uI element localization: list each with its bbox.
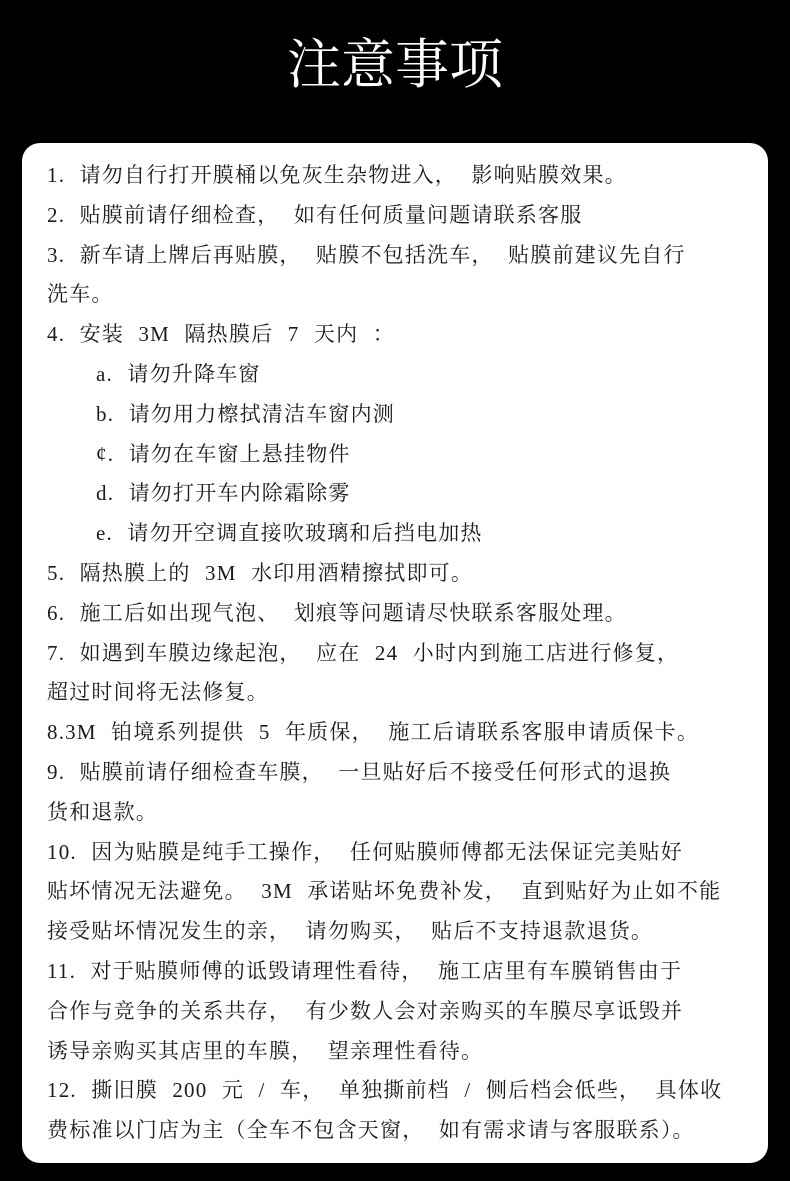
notice-line: 11. 对于贴膜师傅的诋毁请理性看待， 施工店里有车膜销售由于 (47, 958, 683, 983)
notice-item-3 (47, 236, 758, 316)
notice-line: 7. 如遇到车膜边缘起泡， 应在 24 小时内到施工店进行修复， (47, 640, 680, 665)
notice-subitem-d: d. 请勿打开车内除霜除雾 (96, 481, 351, 506)
notice-line: 费标准以门店为主（全车不包含天窗， 如有需求请与客服联系）。 (47, 1118, 695, 1143)
notice-item-12 (47, 1071, 758, 1151)
notice-line: 4. 安装 3M 隔热膜后 7 天内 ： (47, 322, 395, 347)
notice-subitem-c: ¢. 请勿在车窗上悬挂物件 (96, 441, 351, 466)
notice-line: 1. 请勿自行打开膜桶以免灰生杂物进入， 影响贴膜效果。 (47, 163, 627, 187)
notice-line: 诱导亲购买其店里的车膜， 望亲理性看待。 (47, 1038, 484, 1063)
notice-line: 洗车。 (47, 282, 114, 307)
notice-line: 9. 贴膜前请仔细检查车膜， 一旦贴好后不接受任何形式的退换 (47, 759, 672, 784)
notice-sublist (47, 355, 758, 554)
notice-subitem-b: b. 请勿用力檫拭清洁车窗内测 (96, 401, 395, 426)
notice-line: 接受贴坏情况发生的亲， 请勿购买， 贴后不支持退款退货。 (47, 919, 654, 944)
notice-line: 10. 因为贴膜是纯手工操作， 任何贴膜师傅都无法保证完美贴好 (47, 839, 683, 864)
notice-subitem-a: a. 请勿升降车窗 (96, 361, 261, 386)
notice-line: 12. 撕旧膜 200 元 / 车， 单独撕前档 / 侧后档会低些， 具体收 (47, 1078, 723, 1103)
notice-line: 3. 新车请上牌后再贴膜， 贴膜不包括洗车， 贴膜前建议先自行 (47, 242, 686, 267)
notice-line: 5. 隔热膜上的 3M 水印用酒精擦拭即可。 (47, 560, 474, 585)
notice-item-4 (47, 315, 758, 554)
notice-line: 货和退款。 (47, 799, 158, 824)
page-title: 注意事项 (287, 35, 503, 95)
notice-line: 6. 施工后如出现气泡、 划痕等问题请尽快联系客服处理。 (47, 600, 627, 625)
notice-line: 8.3M 铂境系列提供 5 年质保， 施工后请联系客服申请质保卡。 (47, 720, 700, 745)
notice-subitem-e: e. 请勿开空调直接吹玻璃和后挡电加热 (96, 521, 483, 546)
notice-line: 贴坏情况无法避免。 3M 承诺贴坏免费补发， 直到贴好为止如不能 (47, 879, 722, 904)
notice-item-9 (47, 753, 758, 833)
notice-item-10 (47, 833, 758, 952)
notice-item-1 (47, 156, 758, 196)
notice-item-6 (47, 594, 758, 634)
notice-line: 2. 贴膜前请仔细检查， 如有任何质量问题请联系客服 (47, 202, 583, 227)
notice-line: 合作与竞争的关系共存， 有少数人会对亲购买的车膜尽享诋毁并 (47, 998, 684, 1023)
notice-item-7 (47, 634, 758, 714)
notice-item-8 (47, 713, 758, 753)
notice-item-5 (47, 554, 758, 594)
notice-item-2 (47, 196, 758, 236)
notice-line: 超过时间将无法修复。 (47, 680, 269, 705)
notice-card (22, 143, 768, 1163)
notice-item-11 (47, 952, 758, 1071)
